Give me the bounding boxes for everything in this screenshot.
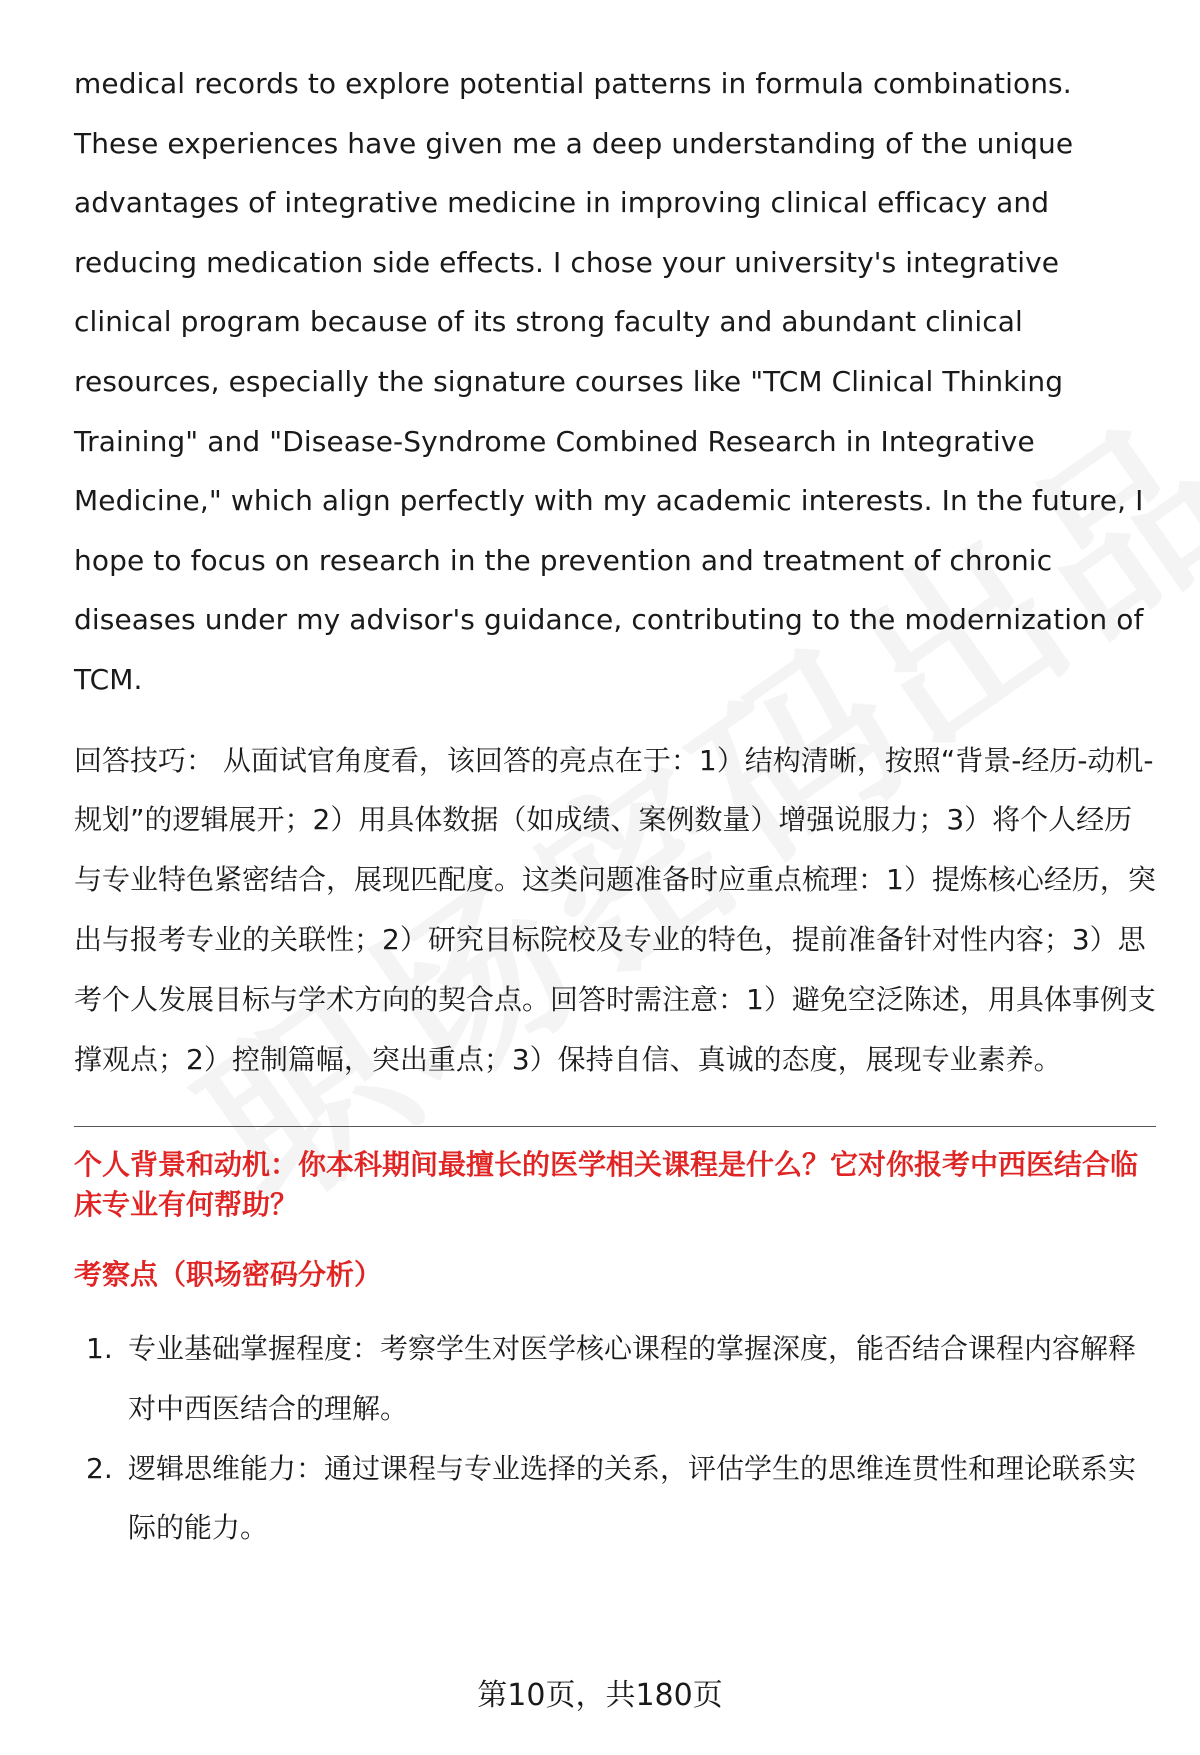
- answer-paragraph-english: medical records to explore potential patterns in formula combinations. These experiences have given me a deep understanding of the unique advantages of integrative medicine in improving clinical efficacy and reducing medication side effects. I chose your university's integrative clinical program because of its strong faculty and abundant clinical resources, especially the signature courses like "TCM Clinical Thinking Training" and "Disease-Syndrome Combined Research in Integrative Medicine," which align perfectly with my academic interests. In the future, I hope to focus on research in the prevention and treatment of chronic diseases under my advisor's guidance, contributing to the modernization of TCM.: [74, 67, 1144, 696]
- list-item-text: 逻辑思维能力：通过课程与专业选择的关系，评估学生的思维连贯性和理论联系实际的能力。: [128, 1451, 1137, 1545]
- page-number-footer: 第10页，共180页: [477, 1678, 723, 1713]
- list-item-number: 1.: [86, 1332, 113, 1366]
- page-content: [74, 54, 1160, 1558]
- question-heading: 个人背景和动机：你本科期间最擅长的医学相关课程是什么？它对你报考中西医结合临床专业有何帮助？: [74, 1148, 1139, 1222]
- list-item: [74, 1319, 1160, 1438]
- analysis-list: [74, 1319, 1160, 1557]
- list-item: [74, 1439, 1160, 1558]
- section-divider: [74, 1126, 1156, 1127]
- answer-tips-paragraph: 回答技巧： 从面试官角度看，该回答的亮点在于：1）结构清晰，按照“背景-经历-动机-规划”的逻辑展开；2）用具体数据（如成绩、案例数量）增强说服力；3）将个人经历与专业特色紧密结合，展现匹配度。这类问题准备时应重点梳理：1）提炼核心经历，突出与报考专业的关联性；2）研究目标院校及专业的特色，提前准备针对性内容；3）思考个人发展目标与学术方向的契合点。回答时需注意：1）避免空泛陈述，用具体事例支撑观点；2）控制篇幅，突出重点；3）保持自信、真诚的态度，展现专业素养。: [74, 743, 1156, 1076]
- analysis-section-title: 考察点（职场密码分析）: [74, 1258, 383, 1292]
- list-item-text: 专业基础掌握程度：考察学生对医学核心课程的掌握深度，能否结合课程内容解释对中西医结合的理解。: [128, 1332, 1137, 1425]
- list-item-number: 2.: [86, 1451, 113, 1485]
